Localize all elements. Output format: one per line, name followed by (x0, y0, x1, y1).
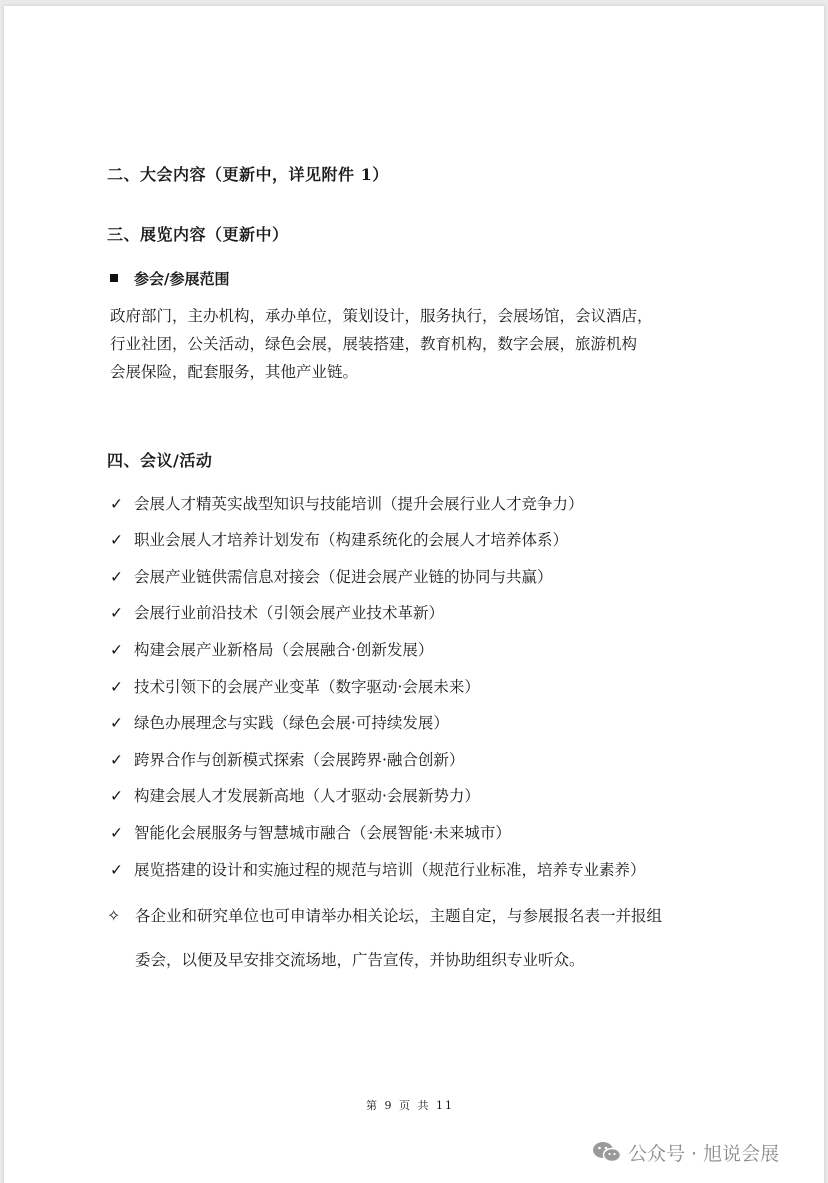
check-icon: ✓ (110, 568, 123, 586)
section-4-heading: 四、会议/活动 (107, 451, 213, 470)
page-number: 第 9 页 共 11 (366, 1099, 454, 1112)
square-bullet-icon (110, 274, 118, 282)
list-item-text: 会展产业链供需信息对接会（促进会展产业链的协同与共赢） (134, 568, 553, 586)
list-item (110, 528, 568, 550)
note-line-2: 委会，以便及早安排交流场地，广告宣传，并协助组织专业听众。 (135, 951, 585, 969)
list-item (110, 638, 433, 660)
list-item-text: 会展人才精英实战型知识与技能培训（提升会展行业人才竞争力） (134, 495, 584, 513)
check-icon: ✓ (110, 714, 123, 732)
list-item (110, 565, 553, 587)
check-icon: ✓ (110, 787, 123, 805)
check-icon: ✓ (110, 604, 123, 622)
list-item (110, 711, 449, 733)
check-icon: ✓ (110, 861, 123, 879)
subheading-text: 参会/参展范围 (134, 270, 230, 288)
check-icon: ✓ (110, 495, 123, 513)
list-item-text: 展览搭建的设计和实施过程的规范与培训（规范行业标准，培养专业素养） (134, 861, 646, 879)
list-item (110, 748, 464, 770)
diamond-bullet-icon: ✧ (107, 906, 121, 925)
list-item-text: 绿色办展理念与实践（绿色会展·可持续发展） (134, 714, 449, 732)
check-icon: ✓ (110, 678, 123, 696)
section-3-heading: 三、展览内容（更新中） (107, 225, 289, 244)
list-item-text: 构建会展人才发展新高地（人才驱动·会展新势力） (134, 787, 480, 805)
note-line: 各企业和研究单位也可申请举办相关论坛，主题自定，与参展报名表一并报组 (135, 907, 663, 925)
list-item-text: 技术引领下的会展产业变革（数字驱动·会展未来） (134, 678, 480, 696)
section-2-heading: 二、大会内容（更新中，详见附件 1） (107, 165, 389, 184)
list-item-text: 构建会展产业新格局（会展融合·创新发展） (134, 641, 434, 659)
list-item (110, 601, 444, 623)
forum-note (107, 904, 662, 926)
check-icon: ✓ (110, 824, 123, 842)
watermark-text: 公众号 · 旭说会展 (628, 1143, 780, 1165)
list-item-text: 职业会展人才培养计划发布（构建系统化的会展人才培养体系） (134, 531, 569, 549)
participation-scope-paragraph (110, 302, 653, 386)
document-page (4, 6, 824, 1183)
list-item (110, 492, 584, 514)
check-icon: ✓ (110, 531, 123, 549)
section-3-subheading (110, 268, 229, 289)
list-item (110, 858, 646, 880)
list-item-text: 跨界合作与创新模式探索（会展跨界·融合创新） (134, 751, 465, 769)
paragraph-line: 政府部门，主办机构，承办单位，策划设计，服务执行，会展场馆，会议酒店， (110, 307, 653, 325)
list-item-text: 会展行业前沿技术（引领会展产业技术革新） (134, 604, 445, 622)
list-item (110, 675, 480, 697)
check-icon: ✓ (110, 641, 123, 659)
watermark (592, 1139, 779, 1169)
paragraph-line: 会展保险，配套服务，其他产业链。 (110, 363, 359, 381)
list-item-text: 智能化会展服务与智慧城市融合（会展智能·未来城市） (134, 824, 511, 842)
paragraph-line: 行业社团，公关活动，绿色会展，展装搭建，教育机构，数字会展，旅游机构 (110, 335, 638, 353)
list-item (110, 784, 480, 806)
wechat-icon (592, 1140, 622, 1169)
check-icon: ✓ (110, 751, 123, 769)
list-item (110, 821, 511, 843)
